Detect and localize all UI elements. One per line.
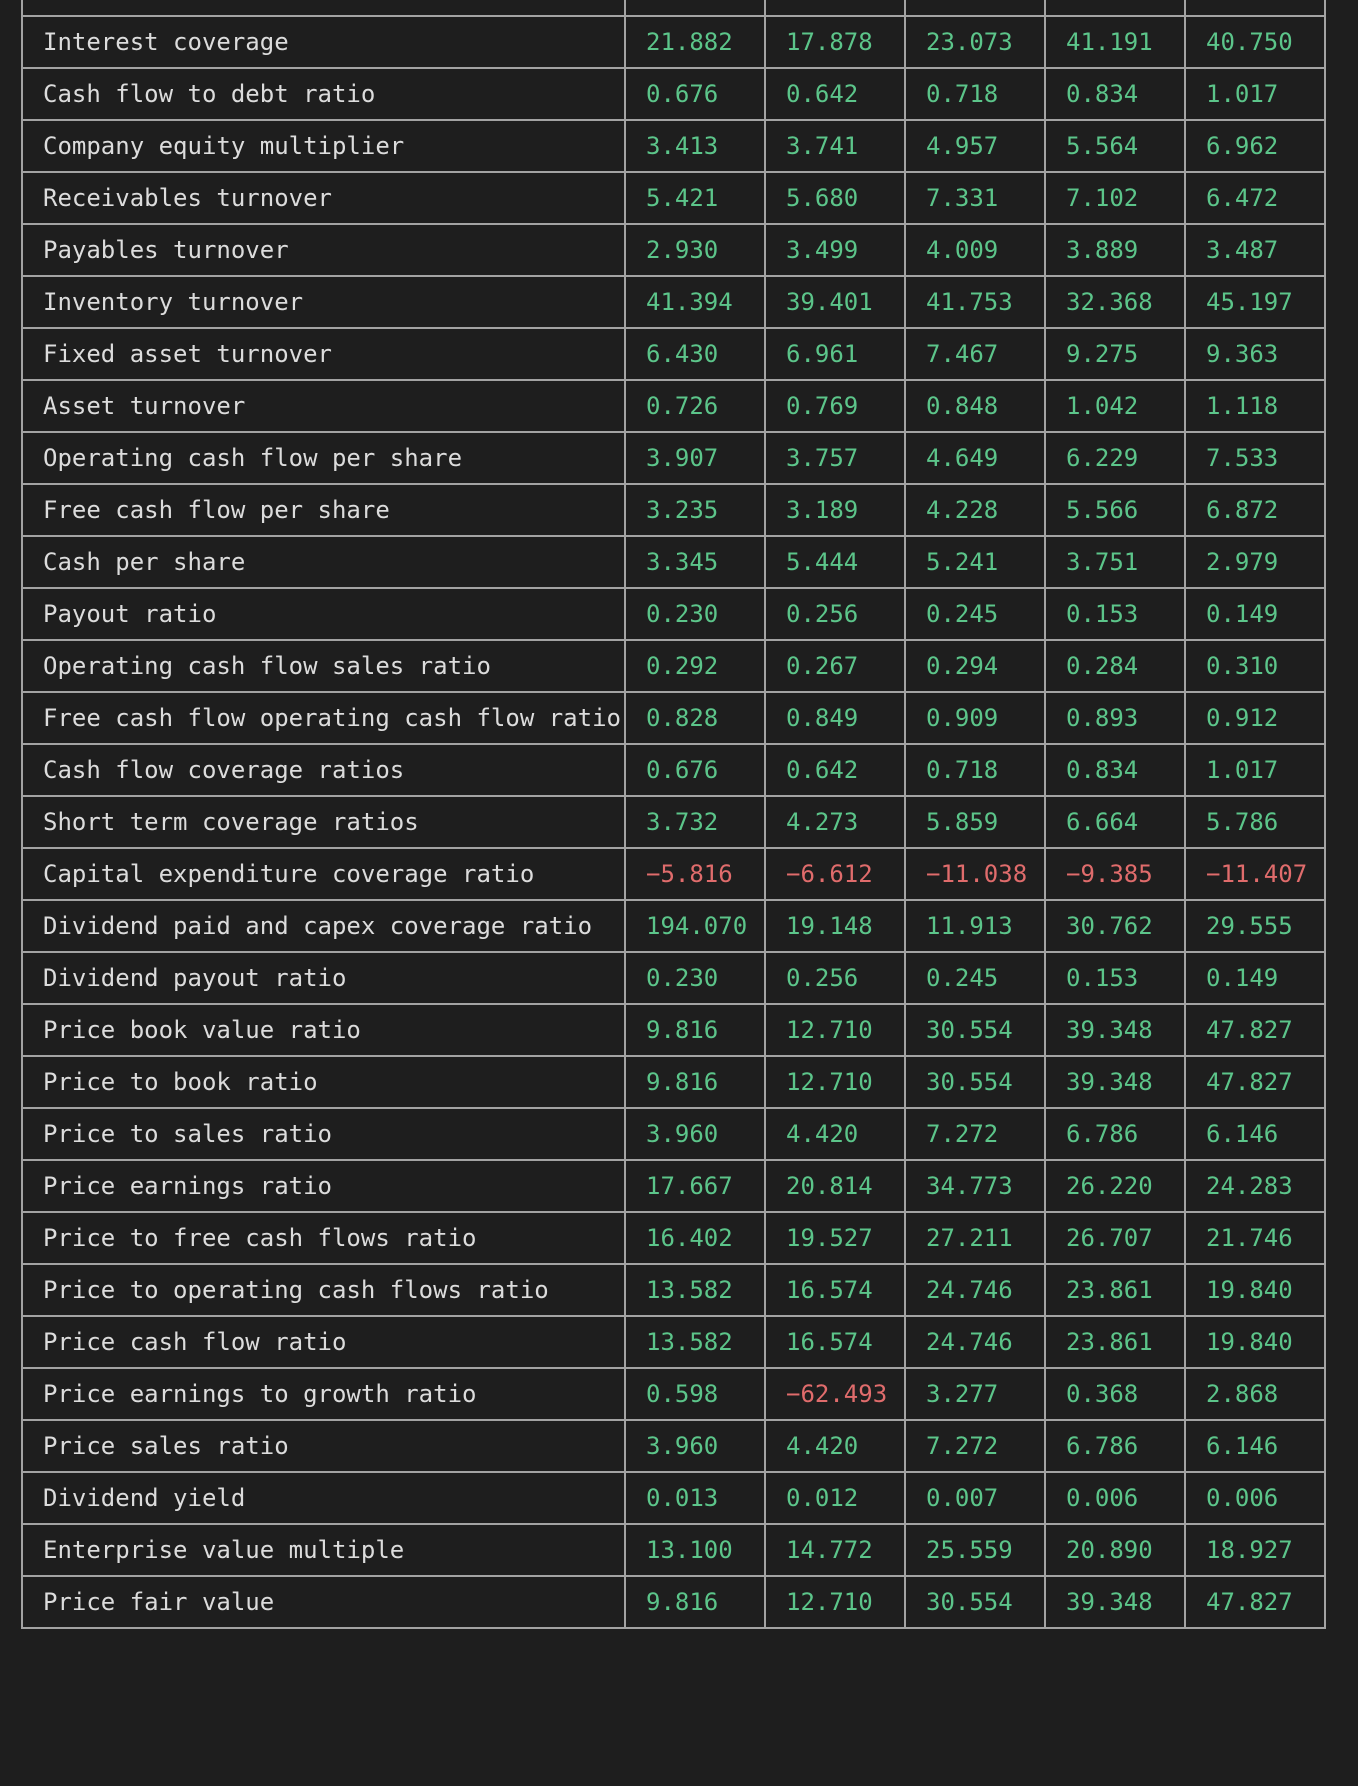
ratio-value: 39.401 bbox=[765, 276, 905, 328]
ratio-value: 6.786 bbox=[1045, 1108, 1185, 1160]
ratio-value: 25.559 bbox=[905, 1524, 1045, 1576]
table-row bbox=[22, 1368, 1325, 1420]
ratio-value: 26.707 bbox=[1045, 1212, 1185, 1264]
ratio-value: 30.554 bbox=[905, 1576, 1045, 1628]
ratio-value: 3.960 bbox=[625, 1108, 765, 1160]
ratio-value: 0.642 bbox=[765, 68, 905, 120]
ratio-value: 0.245 bbox=[905, 952, 1045, 1004]
ratio-value: 6.229 bbox=[1045, 432, 1185, 484]
ratio-value: 9.275 bbox=[1045, 328, 1185, 380]
ratio-value: 0.676 bbox=[625, 744, 765, 796]
ratio-value: 5.421 bbox=[625, 172, 765, 224]
ratio-value: 0.230 bbox=[625, 952, 765, 1004]
ratio-label: Dividend yield bbox=[22, 1472, 625, 1524]
ratio-value: 6.664 bbox=[1045, 796, 1185, 848]
ratio-label: Cash per share bbox=[22, 536, 625, 588]
ratio-value: 0.149 bbox=[1185, 588, 1325, 640]
ratio-value: 9.816 bbox=[625, 1056, 765, 1108]
ratio-value: 4.009 bbox=[905, 224, 1045, 276]
table-row bbox=[22, 952, 1325, 1004]
ratio-value: 0.012 bbox=[765, 1472, 905, 1524]
ratio-value: 3.499 bbox=[765, 224, 905, 276]
ratio-value: 0.013 bbox=[625, 1472, 765, 1524]
ratio-label: Price sales ratio bbox=[22, 1420, 625, 1472]
ratio-value: 7.272 bbox=[905, 1108, 1045, 1160]
ratio-value: 24.283 bbox=[1185, 1160, 1325, 1212]
ratio-value: 34.773 bbox=[905, 1160, 1045, 1212]
ratio-value: 21.746 bbox=[1185, 1212, 1325, 1264]
ratio-label: Company equity multiplier bbox=[22, 120, 625, 172]
ratio-value: 47.827 bbox=[1185, 1004, 1325, 1056]
ratio-value: 3.345 bbox=[625, 536, 765, 588]
ratio-value: −6.612 bbox=[765, 848, 905, 900]
ratio-value: 194.070 bbox=[625, 900, 765, 952]
ratio-value: 3.487 bbox=[1185, 224, 1325, 276]
ratio-value: 0.292 bbox=[625, 640, 765, 692]
table-row bbox=[22, 172, 1325, 224]
table-row bbox=[22, 120, 1325, 172]
ratio-value: 6.872 bbox=[1185, 484, 1325, 536]
ratio-value: 9.363 bbox=[1185, 328, 1325, 380]
ratio-label: Operating cash flow per share bbox=[22, 432, 625, 484]
ratio-value: 19.840 bbox=[1185, 1264, 1325, 1316]
ratio-value: 0.848 bbox=[905, 380, 1045, 432]
ratio-label: Cash flow coverage ratios bbox=[22, 744, 625, 796]
ratio-label: Interest coverage bbox=[22, 16, 625, 68]
ratio-value: 7.102 bbox=[1045, 172, 1185, 224]
ratio-value: 7.467 bbox=[905, 328, 1045, 380]
table-row bbox=[22, 900, 1325, 952]
ratio-label: Dividend payout ratio bbox=[22, 952, 625, 1004]
financial-ratios-table bbox=[21, 0, 1326, 1629]
ratios-table-body bbox=[22, 0, 1325, 1628]
ratio-value: 1.017 bbox=[1185, 68, 1325, 120]
ratio-value: 17.667 bbox=[625, 1160, 765, 1212]
ratio-value: 0.368 bbox=[1045, 1368, 1185, 1420]
ratio-value: 3.751 bbox=[1045, 536, 1185, 588]
ratio-value bbox=[905, 0, 1045, 16]
ratio-value: 0.256 bbox=[765, 588, 905, 640]
ratio-value: 0.642 bbox=[765, 744, 905, 796]
ratio-value: 30.554 bbox=[905, 1056, 1045, 1108]
ratio-value: 19.840 bbox=[1185, 1316, 1325, 1368]
ratio-value: 4.649 bbox=[905, 432, 1045, 484]
ratio-value: 5.241 bbox=[905, 536, 1045, 588]
ratio-value: 1.042 bbox=[1045, 380, 1185, 432]
ratio-value: 3.413 bbox=[625, 120, 765, 172]
ratio-value: 1.017 bbox=[1185, 744, 1325, 796]
table-row bbox=[22, 744, 1325, 796]
ratio-label: Price to operating cash flows ratio bbox=[22, 1264, 625, 1316]
ratio-value: 26.220 bbox=[1045, 1160, 1185, 1212]
ratio-value: 7.272 bbox=[905, 1420, 1045, 1472]
ratio-value: 5.680 bbox=[765, 172, 905, 224]
ratio-value: 0.284 bbox=[1045, 640, 1185, 692]
ratio-label: Dividend paid and capex coverage ratio bbox=[22, 900, 625, 952]
ratio-value: 4.957 bbox=[905, 120, 1045, 172]
ratio-value: 12.710 bbox=[765, 1004, 905, 1056]
ratio-value: 5.566 bbox=[1045, 484, 1185, 536]
ratio-value: 0.909 bbox=[905, 692, 1045, 744]
ratio-value: 6.786 bbox=[1045, 1420, 1185, 1472]
ratio-label: Asset turnover bbox=[22, 380, 625, 432]
ratio-value: −11.407 bbox=[1185, 848, 1325, 900]
ratio-value: 0.267 bbox=[765, 640, 905, 692]
ratio-value: 17.878 bbox=[765, 16, 905, 68]
ratio-value: 13.100 bbox=[625, 1524, 765, 1576]
ratio-value: 7.331 bbox=[905, 172, 1045, 224]
table-row bbox=[22, 1160, 1325, 1212]
ratio-value: 0.007 bbox=[905, 1472, 1045, 1524]
ratio-value: 23.073 bbox=[905, 16, 1045, 68]
ratio-label: Price earnings ratio bbox=[22, 1160, 625, 1212]
ratio-value: 0.849 bbox=[765, 692, 905, 744]
ratio-value: 12.710 bbox=[765, 1576, 905, 1628]
ratio-value: 4.228 bbox=[905, 484, 1045, 536]
ratio-value: 0.245 bbox=[905, 588, 1045, 640]
table-row bbox=[22, 1316, 1325, 1368]
ratio-value: 12.710 bbox=[765, 1056, 905, 1108]
ratio-label: Free cash flow per share bbox=[22, 484, 625, 536]
ratio-value: 0.718 bbox=[905, 744, 1045, 796]
ratio-value: 0.006 bbox=[1185, 1472, 1325, 1524]
ratio-value: 0.676 bbox=[625, 68, 765, 120]
ratio-value: 0.149 bbox=[1185, 952, 1325, 1004]
ratio-value: 11.913 bbox=[905, 900, 1045, 952]
ratio-value: 0.294 bbox=[905, 640, 1045, 692]
table-row bbox=[22, 1108, 1325, 1160]
ratio-label: Price book value ratio bbox=[22, 1004, 625, 1056]
table-row bbox=[22, 1524, 1325, 1576]
ratio-value: 39.348 bbox=[1045, 1576, 1185, 1628]
table-row bbox=[22, 1472, 1325, 1524]
ratio-value: 0.310 bbox=[1185, 640, 1325, 692]
ratio-label: Price earnings to growth ratio bbox=[22, 1368, 625, 1420]
ratio-value: 0.912 bbox=[1185, 692, 1325, 744]
ratio-value: 2.979 bbox=[1185, 536, 1325, 588]
ratio-value: 47.827 bbox=[1185, 1576, 1325, 1628]
ratio-value: 5.444 bbox=[765, 536, 905, 588]
ratio-label: Short term coverage ratios bbox=[22, 796, 625, 848]
table-row bbox=[22, 432, 1325, 484]
ratio-value: 40.750 bbox=[1185, 16, 1325, 68]
ratio-label: Price to sales ratio bbox=[22, 1108, 625, 1160]
ratio-value: 6.962 bbox=[1185, 120, 1325, 172]
ratio-value: 14.772 bbox=[765, 1524, 905, 1576]
ratio-value: 39.348 bbox=[1045, 1004, 1185, 1056]
ratio-value: 21.882 bbox=[625, 16, 765, 68]
ratio-value: 6.961 bbox=[765, 328, 905, 380]
ratio-label: Price to free cash flows ratio bbox=[22, 1212, 625, 1264]
ratio-value: 0.828 bbox=[625, 692, 765, 744]
ratio-label: Price to book ratio bbox=[22, 1056, 625, 1108]
table-row bbox=[22, 1420, 1325, 1472]
ratio-value: 16.402 bbox=[625, 1212, 765, 1264]
ratio-value: 20.890 bbox=[1045, 1524, 1185, 1576]
table-row bbox=[22, 1212, 1325, 1264]
ratio-value: 4.273 bbox=[765, 796, 905, 848]
ratio-label: Price cash flow ratio bbox=[22, 1316, 625, 1368]
ratio-value: 3.235 bbox=[625, 484, 765, 536]
ratio-label: Cash flow to debt ratio bbox=[22, 68, 625, 120]
ratio-value: 30.554 bbox=[905, 1004, 1045, 1056]
ratio-value: 20.814 bbox=[765, 1160, 905, 1212]
ratio-value: 0.893 bbox=[1045, 692, 1185, 744]
table-row bbox=[22, 380, 1325, 432]
ratio-value bbox=[765, 0, 905, 16]
ratio-value bbox=[625, 0, 765, 16]
ratio-value: 3.889 bbox=[1045, 224, 1185, 276]
ratio-label bbox=[22, 0, 625, 16]
ratio-value: 32.368 bbox=[1045, 276, 1185, 328]
ratio-value: 0.153 bbox=[1045, 952, 1185, 1004]
ratio-label: Payout ratio bbox=[22, 588, 625, 640]
table-row bbox=[22, 0, 1325, 16]
ratio-value: 0.726 bbox=[625, 380, 765, 432]
ratio-value: −11.038 bbox=[905, 848, 1045, 900]
ratio-value: 45.197 bbox=[1185, 276, 1325, 328]
ratio-value: −9.385 bbox=[1045, 848, 1185, 900]
ratio-value: 0.256 bbox=[765, 952, 905, 1004]
ratio-label: Inventory turnover bbox=[22, 276, 625, 328]
table-row bbox=[22, 68, 1325, 120]
ratio-value: 47.827 bbox=[1185, 1056, 1325, 1108]
ratio-value: 3.277 bbox=[905, 1368, 1045, 1420]
ratio-value: 19.527 bbox=[765, 1212, 905, 1264]
table-row bbox=[22, 224, 1325, 276]
ratio-value: 23.861 bbox=[1045, 1316, 1185, 1368]
ratio-value: 23.861 bbox=[1045, 1264, 1185, 1316]
ratio-value: 27.211 bbox=[905, 1212, 1045, 1264]
table-row bbox=[22, 640, 1325, 692]
table-row bbox=[22, 16, 1325, 68]
ratio-value: 3.907 bbox=[625, 432, 765, 484]
ratio-value: 3.189 bbox=[765, 484, 905, 536]
ratio-value: 41.394 bbox=[625, 276, 765, 328]
ratio-value: 2.868 bbox=[1185, 1368, 1325, 1420]
ratio-value: 5.786 bbox=[1185, 796, 1325, 848]
ratio-value: 7.533 bbox=[1185, 432, 1325, 484]
ratio-value bbox=[1045, 0, 1185, 16]
ratio-value: 24.746 bbox=[905, 1264, 1045, 1316]
table-row bbox=[22, 692, 1325, 744]
table-row bbox=[22, 1576, 1325, 1628]
ratio-value: 13.582 bbox=[625, 1316, 765, 1368]
ratio-value: 30.762 bbox=[1045, 900, 1185, 952]
ratio-value: 3.960 bbox=[625, 1420, 765, 1472]
ratio-value: 5.564 bbox=[1045, 120, 1185, 172]
ratio-value: 0.006 bbox=[1045, 1472, 1185, 1524]
table-row bbox=[22, 328, 1325, 380]
ratio-value bbox=[1185, 0, 1325, 16]
table-row bbox=[22, 536, 1325, 588]
ratio-value: 9.816 bbox=[625, 1004, 765, 1056]
ratio-value: 1.118 bbox=[1185, 380, 1325, 432]
ratio-value: 3.741 bbox=[765, 120, 905, 172]
ratio-value: 9.816 bbox=[625, 1576, 765, 1628]
ratio-label: Price fair value bbox=[22, 1576, 625, 1628]
ratio-label: Operating cash flow sales ratio bbox=[22, 640, 625, 692]
ratio-value: 6.472 bbox=[1185, 172, 1325, 224]
ratio-value: 3.757 bbox=[765, 432, 905, 484]
ratio-label: Fixed asset turnover bbox=[22, 328, 625, 380]
ratio-value: 0.598 bbox=[625, 1368, 765, 1420]
ratio-label: Enterprise value multiple bbox=[22, 1524, 625, 1576]
table-row bbox=[22, 276, 1325, 328]
ratio-value: 16.574 bbox=[765, 1264, 905, 1316]
ratio-value: 41.191 bbox=[1045, 16, 1185, 68]
ratio-value: −62.493 bbox=[765, 1368, 905, 1420]
ratio-value: 0.230 bbox=[625, 588, 765, 640]
ratio-value: 24.746 bbox=[905, 1316, 1045, 1368]
table-row bbox=[22, 588, 1325, 640]
table-row bbox=[22, 484, 1325, 536]
table-row bbox=[22, 1004, 1325, 1056]
ratio-label: Capital expenditure coverage ratio bbox=[22, 848, 625, 900]
table-row bbox=[22, 796, 1325, 848]
ratio-value: 18.927 bbox=[1185, 1524, 1325, 1576]
ratio-value: 19.148 bbox=[765, 900, 905, 952]
ratio-value: 6.146 bbox=[1185, 1420, 1325, 1472]
ratio-value: 2.930 bbox=[625, 224, 765, 276]
ratio-value: 5.859 bbox=[905, 796, 1045, 848]
ratio-value: 4.420 bbox=[765, 1420, 905, 1472]
ratio-value: 29.555 bbox=[1185, 900, 1325, 952]
ratio-label: Free cash flow operating cash flow ratio bbox=[22, 692, 625, 744]
ratio-value: 13.582 bbox=[625, 1264, 765, 1316]
ratio-value: 4.420 bbox=[765, 1108, 905, 1160]
table-row bbox=[22, 1264, 1325, 1316]
ratio-label: Receivables turnover bbox=[22, 172, 625, 224]
ratio-label: Payables turnover bbox=[22, 224, 625, 276]
ratio-value: −5.816 bbox=[625, 848, 765, 900]
ratio-value: 0.834 bbox=[1045, 744, 1185, 796]
table-row bbox=[22, 848, 1325, 900]
ratio-value: 39.348 bbox=[1045, 1056, 1185, 1108]
ratio-value: 6.146 bbox=[1185, 1108, 1325, 1160]
ratio-value: 0.718 bbox=[905, 68, 1045, 120]
ratio-value: 0.769 bbox=[765, 380, 905, 432]
table-row bbox=[22, 1056, 1325, 1108]
ratio-value: 6.430 bbox=[625, 328, 765, 380]
ratio-value: 41.753 bbox=[905, 276, 1045, 328]
ratio-value: 0.153 bbox=[1045, 588, 1185, 640]
ratio-value: 3.732 bbox=[625, 796, 765, 848]
ratio-value: 0.834 bbox=[1045, 68, 1185, 120]
ratio-value: 16.574 bbox=[765, 1316, 905, 1368]
